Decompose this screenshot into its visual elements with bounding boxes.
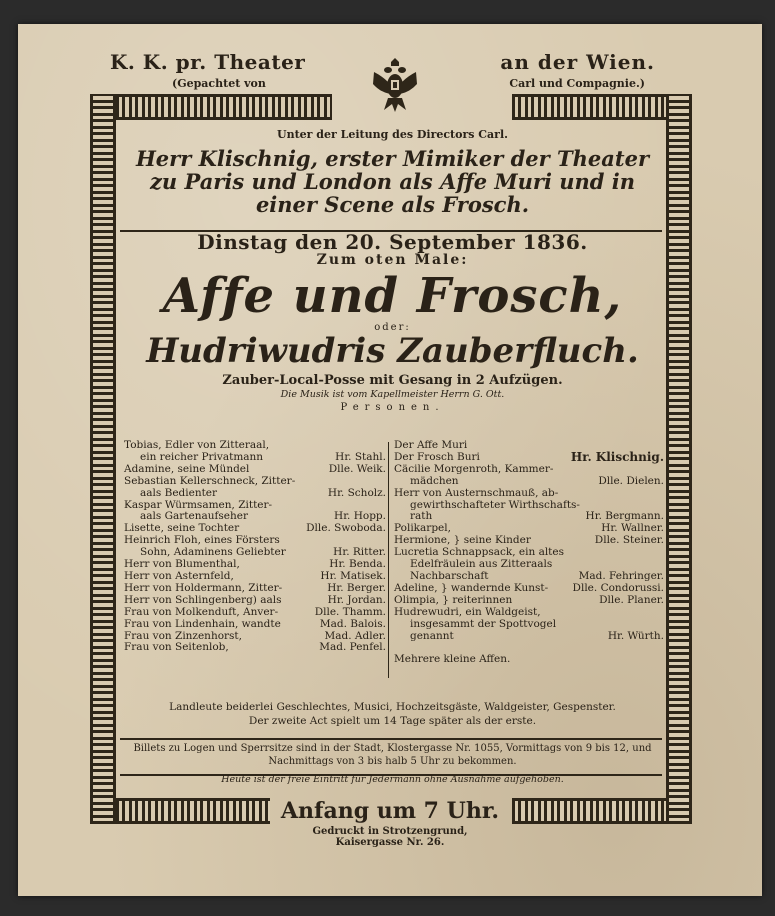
cast-actor: Hr. Bergmann. <box>585 510 664 523</box>
cast-actor: Mad. Fehringer. <box>578 569 664 582</box>
chorus-line: Landleute beiderlei Geschlechtes, Musici, Hochzeitsgäste, Waldgeister, Gespenster. <box>169 701 616 713</box>
cast-actor <box>382 476 386 488</box>
cast-row <box>124 595 386 607</box>
cast-actor: Hr. Hopp. <box>334 510 386 523</box>
cast-actor: Dlle. Thamm. <box>314 605 386 618</box>
cast-role: Olimpia, } reiterinnen <box>394 593 513 606</box>
cast-actor: Mad. Adler. <box>324 629 386 642</box>
cast-role: Polikarpel, <box>394 522 451 535</box>
cast-row <box>394 619 664 631</box>
cast-role: genannt <box>410 629 454 642</box>
lease-note-left: (Gepachtet von <box>172 77 266 90</box>
cast-actor: Dlle. Dielen. <box>598 474 664 487</box>
cast-row <box>394 488 664 500</box>
border-bottom-right <box>512 798 692 824</box>
play-genre: Zauber-Local-Posse mit Gesang in 2 Aufzügen. <box>222 373 563 388</box>
border-top-left <box>90 94 332 120</box>
cast-row <box>124 642 386 654</box>
cast-role: aals Bedienter <box>140 486 218 499</box>
cast-role: Sebastian Kellerschneck, Zitter- <box>124 474 296 487</box>
cast-row <box>124 583 386 595</box>
cast-role: Hermione, } seine Kinder <box>394 534 531 547</box>
cast-row <box>394 631 664 643</box>
cast-role: Herr von Schlingenberg) aals <box>124 593 282 606</box>
cast-role: gewirthschafteter Wirthschafts- <box>410 498 580 511</box>
cast-role: Mehrere kleine Affen. <box>394 653 511 666</box>
cast-role: Nachbarschaft <box>410 569 489 582</box>
cast-role: Frau von Molkenduft, Anver- <box>124 605 279 618</box>
ticket-info: Billets zu Logen und Sperrsitze sind in der Stadt, Klostergasse Nr. 1055, Vormittags von 9 bis 12, und Nachmittags von 3 bis halb 5 Uhr zu bekommen. <box>133 743 652 767</box>
cast-row <box>124 476 386 488</box>
border-bottom-left <box>90 798 270 824</box>
cast-row <box>124 619 386 631</box>
cast-role: Herr von Holdermann, Zitter- <box>124 581 283 594</box>
cast-actor: Hr. Wallner. <box>601 522 664 535</box>
cast-row <box>394 464 664 476</box>
cast-right-column <box>394 440 664 666</box>
guest-announcement: Herr Klischnig, erster Mimiker der Theater zu Paris und London als Affe Muri und in einer Scene als Frosch. <box>135 146 650 217</box>
printer-line: Gedruckt in Strotzengrund, Kaisergasse Nr. 26. <box>312 826 468 848</box>
cast-row <box>394 607 664 619</box>
cast-actor: Hr. Ritter. <box>333 546 386 559</box>
cast-actor: Hr. Scholz. <box>327 486 386 499</box>
cast-role: Frau von Seitenlob, <box>124 641 229 654</box>
cast-role: Kaspar Würmsamen, Zitter- <box>124 498 273 511</box>
cast-role: Tobias, Edler von Zitteraal, <box>124 439 270 451</box>
cast-role: Der Affe Muri <box>394 439 468 451</box>
play-subtitle: Hudriwudris Zauberfluch. <box>146 331 639 371</box>
cast-actor: Dlle. Weik. <box>328 462 386 475</box>
cast-actor: Hr. Stahl. <box>335 450 386 463</box>
cast-role: Adeline, } wandernde Kunst- <box>394 581 549 594</box>
cast-actor <box>660 654 664 666</box>
cast-role: Edelfräulein aus Zitteraals <box>410 558 553 571</box>
theater-name-right: an der Wien. <box>500 50 655 74</box>
cast-role: Frau von Lindenhain, wandte <box>124 617 281 630</box>
footer-block <box>120 700 665 785</box>
cast-actor <box>660 547 664 559</box>
cast-role: Lucretia Schnappsack, ein altes <box>394 546 565 559</box>
border-top-right <box>512 94 692 120</box>
cast-row <box>124 488 386 500</box>
cast-actor: Hr. Würth. <box>607 629 664 642</box>
cast-role: Adamine, seine Mündel <box>124 462 250 475</box>
cast-actor: Dlle. Planer. <box>599 593 664 606</box>
cast-role: Cäcilie Morgenroth, Kammer- <box>394 462 554 475</box>
cast-row <box>394 476 664 488</box>
cast-actor <box>660 464 664 476</box>
cast-role: insgesammt der Spottvogel <box>410 617 557 630</box>
direction-line: Unter der Leitung des Directors Carl. <box>277 128 508 141</box>
cast-role: Hudrewudri, ein Waldgeist, <box>394 605 541 618</box>
cast-actor: Hr. Berger. <box>327 581 386 594</box>
cast-role: mädchen <box>410 474 459 487</box>
border-right <box>666 94 692 824</box>
cast-actor: Dlle. Swoboda. <box>306 522 386 535</box>
cast-actor <box>660 488 664 500</box>
cast-role: Frau von Zinzenhorst, <box>124 629 242 642</box>
cast-role: rath <box>410 510 433 523</box>
border-left <box>90 94 116 824</box>
cast-role: ein reicher Privatmann <box>140 450 264 463</box>
cast-row <box>394 654 664 666</box>
cast-role: Herr von Asternfeld, <box>124 569 234 582</box>
cast-actor: Hr. Matisek. <box>320 569 386 582</box>
cast-row <box>124 607 386 619</box>
cast-role: Der Frosch Buri <box>394 450 480 463</box>
cast-role: Heinrich Floh, eines Försters <box>124 534 280 547</box>
cast-row <box>124 464 386 476</box>
cast-actor: Hr. Benda. <box>329 558 386 571</box>
personen-heading: Personen. <box>340 402 445 413</box>
oder-text: oder: <box>374 322 411 333</box>
cast-actor <box>660 619 664 631</box>
lease-note-right: Carl und Compagnie.) <box>509 77 645 90</box>
cast-role: aals Gartenaufseher <box>140 510 248 523</box>
cast-actor <box>660 642 664 654</box>
cast-actor: Hr. Jordan. <box>327 593 386 606</box>
cast-divider <box>388 442 389 678</box>
cast-row <box>394 583 664 595</box>
cast-left-column <box>124 440 386 654</box>
cast-actor: Mad. Penfel. <box>319 641 386 654</box>
main-content <box>120 128 665 413</box>
free-entry-note: Heute ist der freie Eintritt für Jedermann ohne Ausnahme aufgehoben. <box>221 774 564 785</box>
play-title: Affe und Frosch, <box>162 268 623 324</box>
cast-role: Herr von Blumenthal, <box>124 558 240 571</box>
theater-name-left: K. K. pr. Theater <box>110 50 306 74</box>
cast-actor: Dlle. Steiner. <box>594 534 664 547</box>
performance-number: Zum oten Male: <box>316 252 469 268</box>
cast-actor: Dlle. Condorussi. <box>572 581 664 594</box>
cast-actor: Mad. Balois. <box>319 617 386 630</box>
start-time: Anfang um 7 Uhr. <box>280 798 500 824</box>
cast-role: Sohn, Adaminens Geliebter <box>140 546 286 559</box>
cast-actor: Hr. Klischnig. <box>570 449 664 464</box>
cast-role: Herr von Austernschmauß, ab- <box>394 486 559 499</box>
cast-row <box>394 595 664 607</box>
music-credit: Die Musik ist vom Kapellmeister Herrn G. Ott. <box>280 389 505 400</box>
cast-list <box>124 440 664 690</box>
act-note: Der zweite Act spielt um 14 Tage später als der erste. <box>248 715 537 727</box>
cast-actor <box>660 607 664 619</box>
performance-date: Dinstag den 20. September 1836. <box>197 230 588 254</box>
cast-role: Lisette, seine Tochter <box>124 522 240 535</box>
